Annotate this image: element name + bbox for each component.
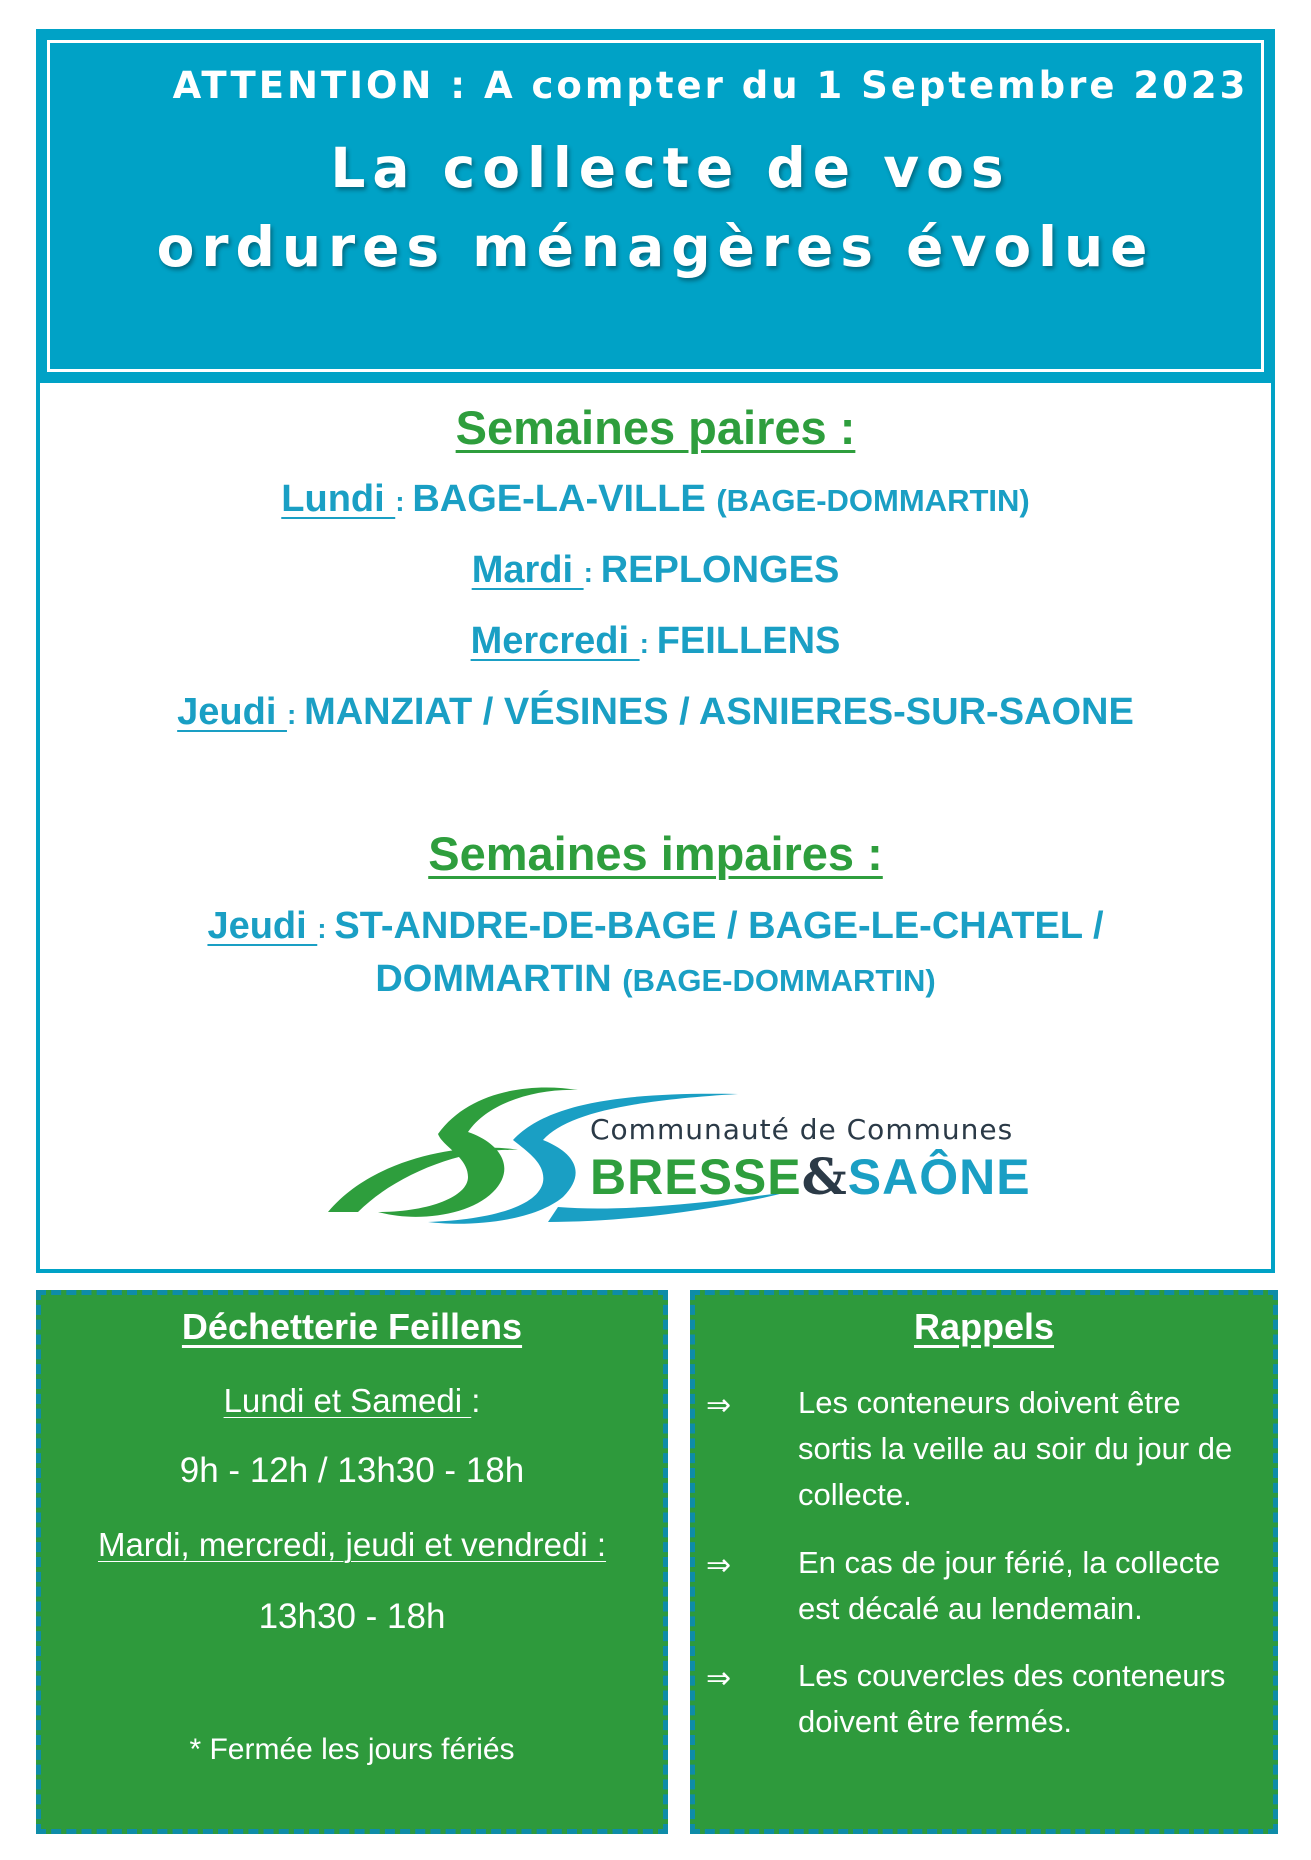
day-label: Jeudi (207, 905, 318, 947)
places: ST-ANDRE-DE-BAGE / BAGE-LE-CHATEL / (334, 905, 1104, 947)
even-row-monday: Lundi : BAGE-LA-VILLE (BAGE-DOMMARTIN) (281, 478, 1030, 520)
headline-line1: La collecte de vos (330, 136, 1011, 200)
dechetterie-title: Déchetterie Feillens (181, 1306, 523, 1347)
places: MANZIAT / VÉSINES / ASNIERES-SUR-SAONE (304, 691, 1134, 733)
even-row-thursday: Jeudi : MANZIAT / VÉSINES / ASNIERES-SUR-SAONE (177, 691, 1134, 733)
rappels-title: Rappels (913, 1306, 1055, 1347)
day-label: Mercredi (470, 620, 640, 662)
odd-weeks-title: Semaines impaires : (428, 827, 883, 880)
logo-wordmark: BRESSE&SAÔNE (590, 1147, 1031, 1206)
places: DOMMARTIN (375, 958, 623, 1000)
arrow-icon: ⇒ (706, 1661, 732, 1696)
places: BAGE-LA-VILLE (412, 478, 717, 520)
arrow-icon: ⇒ (706, 1548, 732, 1583)
dechetterie-days1: Lundi et Samedi : (223, 1382, 481, 1419)
arrow-icon: ⇒ (706, 1388, 732, 1423)
headline-line2: ordures ménagères évolue (156, 215, 1155, 279)
places: FEILLENS (656, 620, 841, 662)
day-label: Mardi (471, 549, 584, 591)
rappel-item: En cas de jour férié, la collecte est décalé au lendemain. (798, 1545, 1221, 1626)
logo-subtitle: Communauté de Communes (590, 1113, 1014, 1146)
place-note: (BAGE-DOMMARTIN) (622, 963, 936, 998)
even-row-tuesday: Mardi : REPLONGES (471, 549, 840, 591)
attention-date: ATTENTION : A compter du 1 Septembre 2023 (172, 64, 1249, 107)
even-weeks-title: Semaines paires : (455, 401, 856, 454)
dechetterie-days2: Mardi, mercredi, jeudi et vendredi : (97, 1526, 607, 1563)
dechetterie-note: * Fermée les jours fériés (189, 1733, 515, 1766)
day-label: Lundi (281, 478, 396, 520)
even-row-wednesday: Mercredi : FEILLENS (470, 620, 841, 662)
day-label: Jeudi (177, 691, 287, 733)
place-note: (BAGE-DOMMARTIN) (716, 483, 1030, 518)
odd-row-thursday: Jeudi : ST-ANDRE-DE-BAGE / BAGE-LE-CHATEL / (207, 905, 1104, 947)
dechetterie-hours1: 9h - 12h / 13h30 - 18h (179, 1451, 525, 1490)
places: REPLONGES (600, 549, 840, 591)
rappel-item: Les couvercles des conteneurs doivent être fermés. (798, 1658, 1226, 1739)
odd-row-thursday-cont (0, 958, 1311, 1001)
dechetterie-hours2: 13h30 - 18h (258, 1597, 446, 1636)
rappel-item: Les conteneurs doivent être sortis la veille au soir du jour de collecte. (798, 1385, 1233, 1512)
